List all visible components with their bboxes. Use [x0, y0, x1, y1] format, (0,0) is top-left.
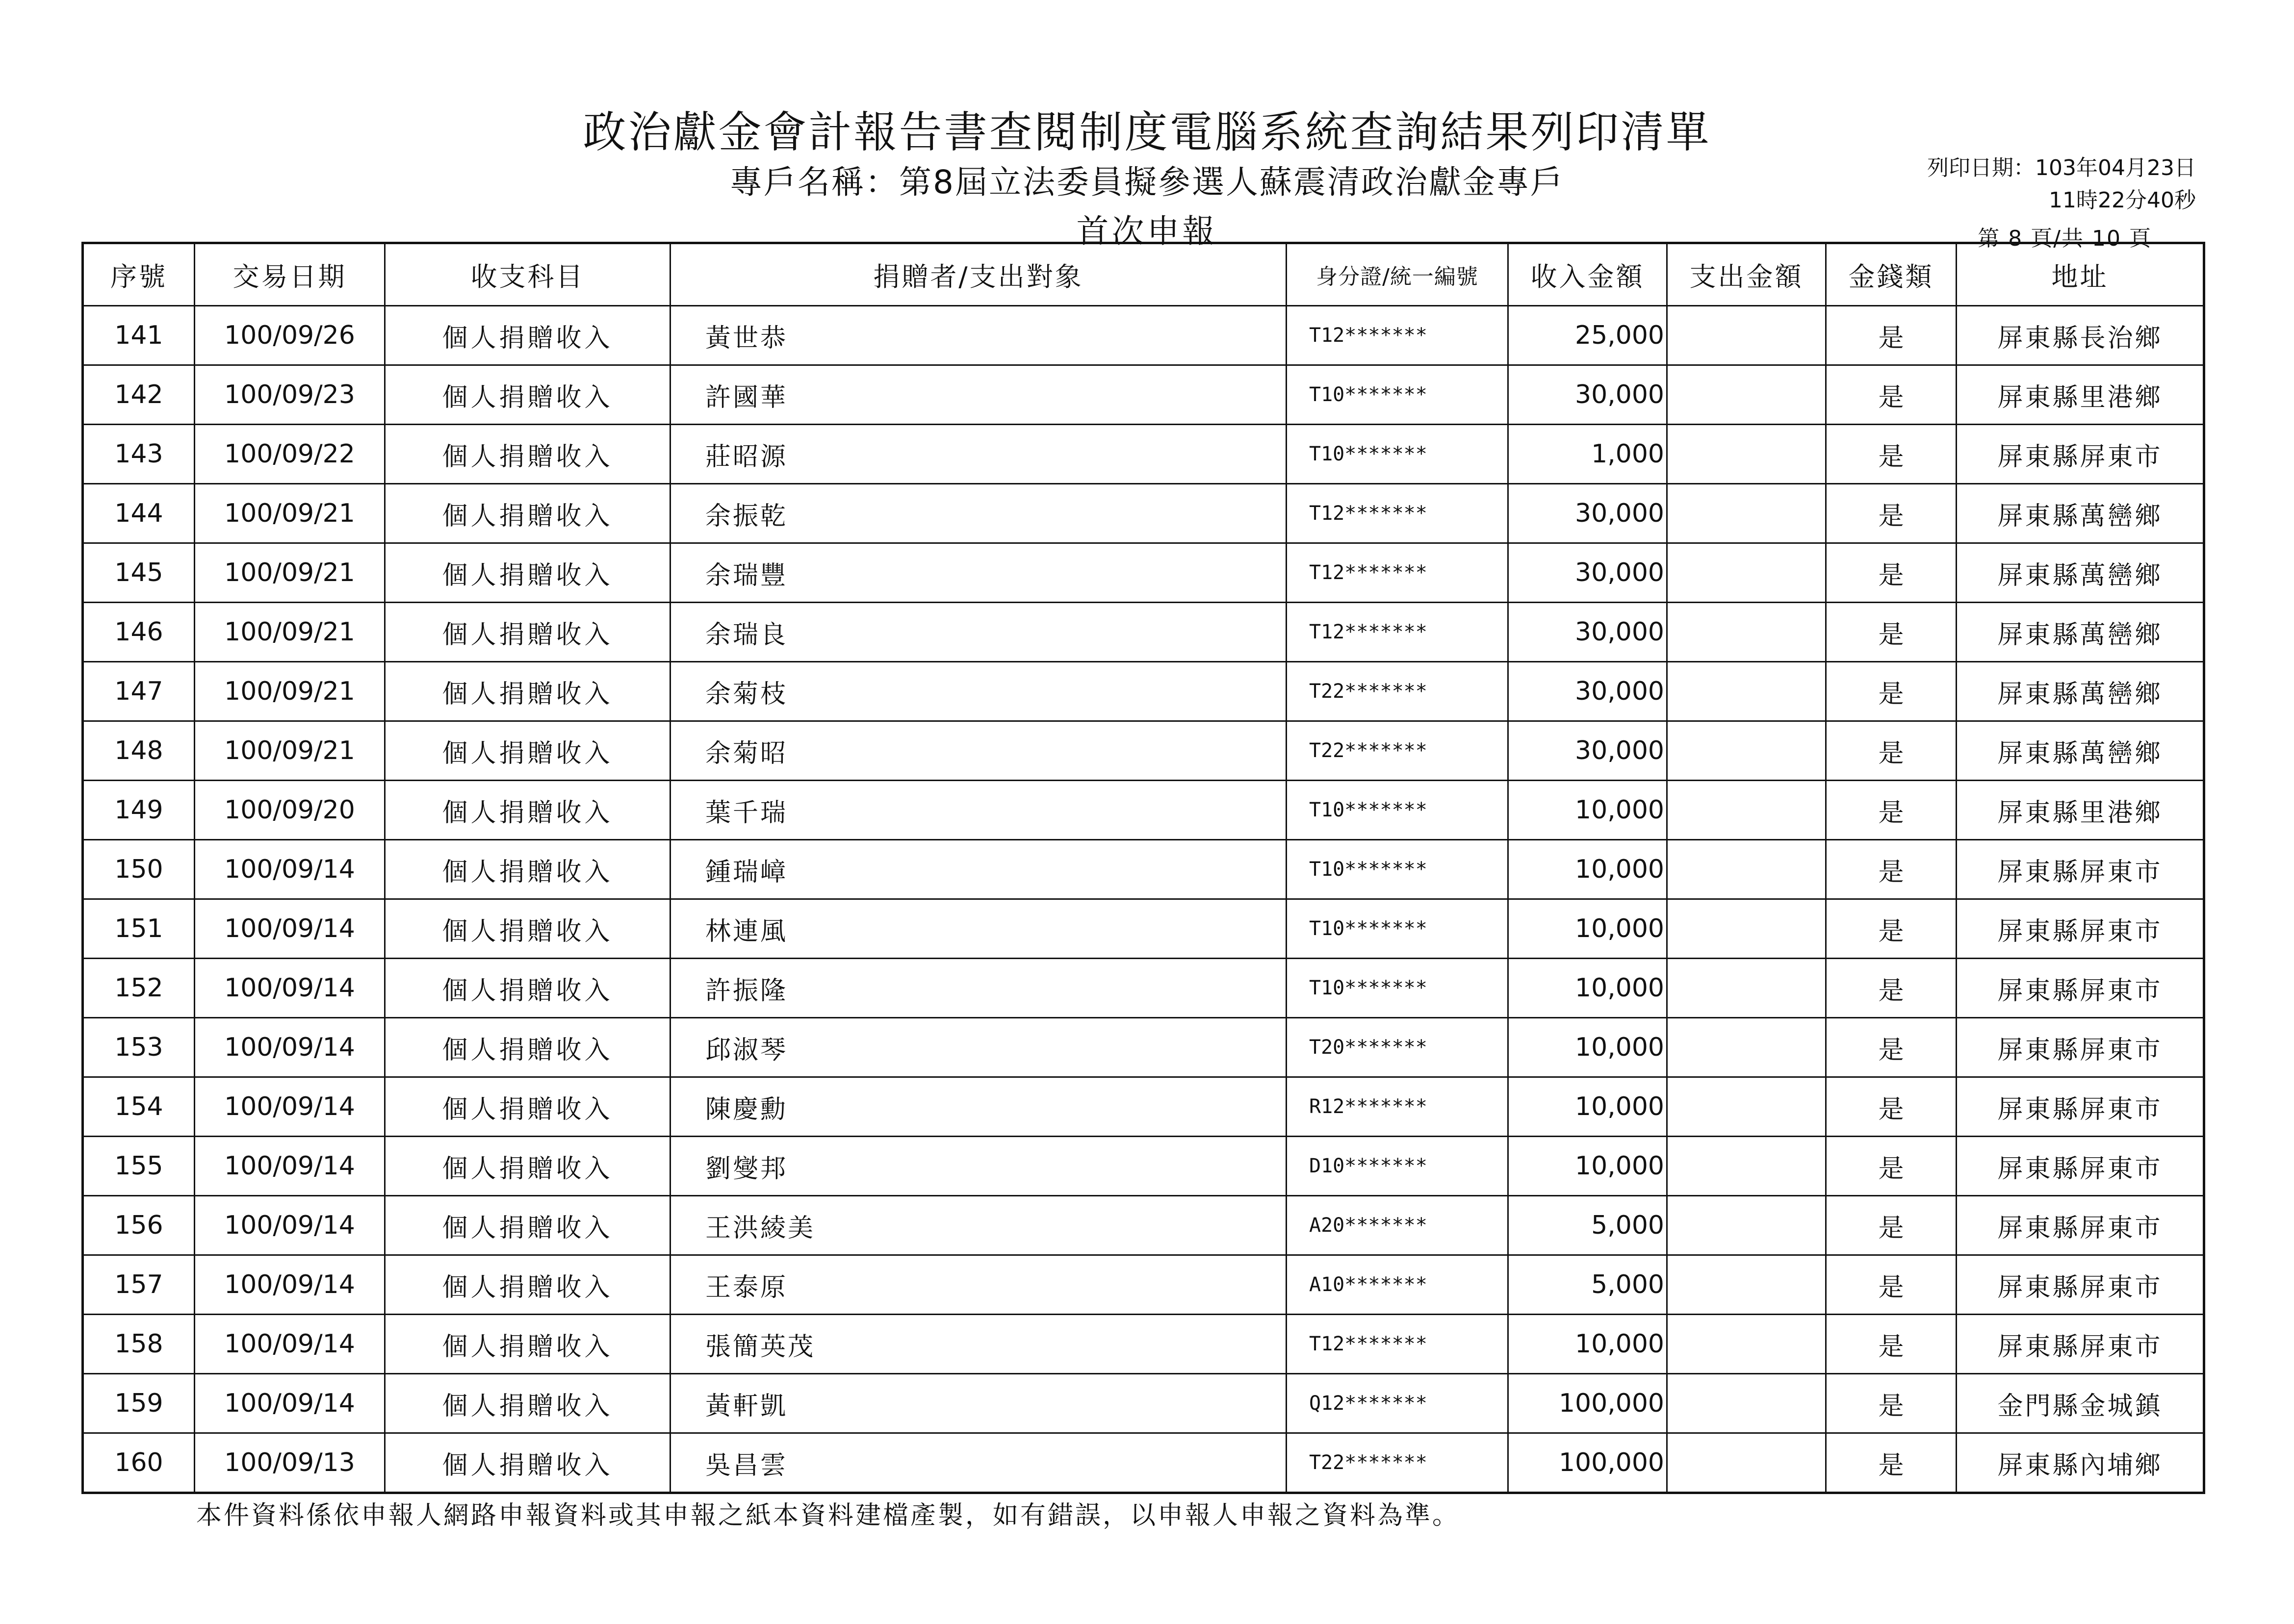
income-amount: 10,000: [1508, 959, 1667, 1018]
row-number: 143: [83, 425, 195, 484]
cash-flag: 是: [1826, 959, 1957, 1018]
donor-name: 邱淑琴: [670, 1018, 1287, 1077]
category: 個人捐贈收入: [385, 1315, 670, 1374]
address: 屏東縣屏東市: [1957, 1315, 2204, 1374]
category: 個人捐贈收入: [385, 365, 670, 425]
table-row: [83, 781, 2204, 840]
id-number: A10*******: [1287, 1255, 1508, 1315]
row-number: 145: [83, 543, 195, 603]
transaction-date: 100/09/22: [195, 425, 385, 484]
income-amount: 1,000: [1508, 425, 1667, 484]
cash-flag: 是: [1826, 899, 1957, 959]
row-number: 149: [83, 781, 195, 840]
row-number: 154: [83, 1077, 195, 1137]
row-number: 141: [83, 306, 195, 365]
donor-name: 莊昭源: [670, 425, 1287, 484]
id-number: T10*******: [1287, 365, 1508, 425]
income-amount: 10,000: [1508, 1137, 1667, 1196]
income-amount: 30,000: [1508, 721, 1667, 781]
transaction-date: 100/09/14: [195, 1018, 385, 1077]
donor-name: 許振隆: [670, 959, 1287, 1018]
row-number: 148: [83, 721, 195, 781]
donor-name: 王洪綾美: [670, 1196, 1287, 1255]
column-header: 捐贈者/支出對象: [670, 243, 1287, 306]
row-number: 158: [83, 1315, 195, 1374]
donor-name: 余菊枝: [670, 662, 1287, 721]
address: 屏東縣屏東市: [1957, 1018, 2204, 1077]
transaction-date: 100/09/14: [195, 1374, 385, 1433]
id-number: T10*******: [1287, 899, 1508, 959]
transaction-date: 100/09/14: [195, 840, 385, 899]
transaction-date: 100/09/14: [195, 1196, 385, 1255]
row-number: 150: [83, 840, 195, 899]
table-header-row: [83, 243, 2204, 306]
category: 個人捐贈收入: [385, 1433, 670, 1493]
column-header: 地址: [1957, 243, 2204, 306]
id-number: A20*******: [1287, 1196, 1508, 1255]
column-header: 收入金額: [1508, 243, 1667, 306]
expense-amount: [1667, 306, 1826, 365]
address: 屏東縣萬巒鄉: [1957, 603, 2204, 662]
expense-amount: [1667, 781, 1826, 840]
category: 個人捐贈收入: [385, 543, 670, 603]
income-amount: 100,000: [1508, 1374, 1667, 1433]
page-indicator: 第 8 頁/共 10 頁: [1978, 226, 2152, 251]
address: 屏東縣屏東市: [1957, 840, 2204, 899]
address: 屏東縣萬巒鄉: [1957, 484, 2204, 543]
transaction-date: 100/09/14: [195, 1137, 385, 1196]
table-row: [83, 721, 2204, 781]
row-number: 156: [83, 1196, 195, 1255]
table-row: [83, 603, 2204, 662]
id-number: T12*******: [1287, 484, 1508, 543]
address: 屏東縣里港鄉: [1957, 365, 2204, 425]
address: 屏東縣屏東市: [1957, 899, 2204, 959]
expense-amount: [1667, 721, 1826, 781]
transaction-date: 100/09/21: [195, 662, 385, 721]
expense-amount: [1667, 484, 1826, 543]
column-header: 支出金額: [1667, 243, 1826, 306]
donor-name: 黃世恭: [670, 306, 1287, 365]
cash-flag: 是: [1826, 840, 1957, 899]
id-number: T12*******: [1287, 1315, 1508, 1374]
category: 個人捐贈收入: [385, 1137, 670, 1196]
transaction-date: 100/09/20: [195, 781, 385, 840]
category: 個人捐贈收入: [385, 1255, 670, 1315]
expense-amount: [1667, 1315, 1826, 1374]
category: 個人捐贈收入: [385, 484, 670, 543]
transaction-date: 100/09/14: [195, 959, 385, 1018]
cash-flag: 是: [1826, 662, 1957, 721]
row-number: 157: [83, 1255, 195, 1315]
id-number: T12*******: [1287, 306, 1508, 365]
column-header: 交易日期: [195, 243, 385, 306]
donor-name: 鍾瑞嶂: [670, 840, 1287, 899]
category: 個人捐贈收入: [385, 899, 670, 959]
print-info: [1927, 152, 2196, 217]
table-row: [83, 1433, 2204, 1493]
cash-flag: 是: [1826, 603, 1957, 662]
table-body: [83, 306, 2204, 1493]
donation-table: [81, 242, 2205, 1494]
income-amount: 10,000: [1508, 781, 1667, 840]
donor-name: 余瑞良: [670, 603, 1287, 662]
cash-flag: 是: [1826, 781, 1957, 840]
income-amount: 10,000: [1508, 1077, 1667, 1137]
print-date: 列印日期：103年04月23日: [1927, 155, 2196, 180]
column-header: 收支科目: [385, 243, 670, 306]
table-row: [83, 1077, 2204, 1137]
table-row: [83, 959, 2204, 1018]
row-number: 155: [83, 1137, 195, 1196]
row-number: 144: [83, 484, 195, 543]
category: 個人捐贈收入: [385, 781, 670, 840]
category: 個人捐贈收入: [385, 721, 670, 781]
income-amount: 30,000: [1508, 662, 1667, 721]
address: 屏東縣萬巒鄉: [1957, 721, 2204, 781]
donor-name: 吳昌雲: [670, 1433, 1287, 1493]
expense-amount: [1667, 662, 1826, 721]
donor-name: 余瑞豐: [670, 543, 1287, 603]
table-row: [83, 1374, 2204, 1433]
row-number: 151: [83, 899, 195, 959]
transaction-date: 100/09/23: [195, 365, 385, 425]
cash-flag: 是: [1826, 721, 1957, 781]
income-amount: 10,000: [1508, 840, 1667, 899]
cash-flag: 是: [1826, 1315, 1957, 1374]
cash-flag: 是: [1826, 1433, 1957, 1493]
cash-flag: 是: [1826, 306, 1957, 365]
cash-flag: 是: [1826, 1018, 1957, 1077]
table-row: [83, 662, 2204, 721]
address: 屏東縣屏東市: [1957, 1255, 2204, 1315]
category: 個人捐贈收入: [385, 306, 670, 365]
column-header: 身分證/統一編號: [1287, 243, 1508, 306]
cash-flag: 是: [1826, 1137, 1957, 1196]
row-number: 142: [83, 365, 195, 425]
table-row: [83, 1315, 2204, 1374]
id-number: D10*******: [1287, 1137, 1508, 1196]
category: 個人捐贈收入: [385, 840, 670, 899]
cash-flag: 是: [1826, 1255, 1957, 1315]
donation-table-container: [81, 242, 2203, 1494]
expense-amount: [1667, 899, 1826, 959]
row-number: 152: [83, 959, 195, 1018]
id-number: T22*******: [1287, 662, 1508, 721]
category: 個人捐贈收入: [385, 425, 670, 484]
id-number: T12*******: [1287, 603, 1508, 662]
row-number: 159: [83, 1374, 195, 1433]
id-number: T10*******: [1287, 840, 1508, 899]
table-row: [83, 1137, 2204, 1196]
document-title: 政治獻金會計報告書查閱制度電腦系統查詢結果列印清單: [583, 107, 1711, 157]
expense-amount: [1667, 603, 1826, 662]
donor-name: 張簡英茂: [670, 1315, 1287, 1374]
table-row: [83, 1196, 2204, 1255]
transaction-date: 100/09/14: [195, 1255, 385, 1315]
footer-note: 本件資料係依申報人網路申報資料或其申報之紙本資料建檔產製，如有錯誤，以申報人申報之資料為準。: [196, 1501, 1460, 1530]
cash-flag: 是: [1826, 1196, 1957, 1255]
expense-amount: [1667, 365, 1826, 425]
table-row: [83, 365, 2204, 425]
id-number: T20*******: [1287, 1018, 1508, 1077]
address: 屏東縣屏東市: [1957, 425, 2204, 484]
income-amount: 30,000: [1508, 365, 1667, 425]
address: 屏東縣內埔鄉: [1957, 1433, 2204, 1493]
table-row: [83, 840, 2204, 899]
address: 屏東縣萬巒鄉: [1957, 543, 2204, 603]
address: 屏東縣屏東市: [1957, 959, 2204, 1018]
table-row: [83, 484, 2204, 543]
category: 個人捐贈收入: [385, 603, 670, 662]
income-amount: 5,000: [1508, 1255, 1667, 1315]
cash-flag: 是: [1826, 484, 1957, 543]
income-amount: 30,000: [1508, 543, 1667, 603]
id-number: T22*******: [1287, 1433, 1508, 1493]
table-row: [83, 425, 2204, 484]
expense-amount: [1667, 1196, 1826, 1255]
transaction-date: 100/09/26: [195, 306, 385, 365]
donor-name: 黃軒凱: [670, 1374, 1287, 1433]
table-row: [83, 306, 2204, 365]
expense-amount: [1667, 1077, 1826, 1137]
id-number: T10*******: [1287, 959, 1508, 1018]
expense-amount: [1667, 959, 1826, 1018]
column-header: 金錢類: [1826, 243, 1957, 306]
donor-name: 王泰原: [670, 1255, 1287, 1315]
expense-amount: [1667, 1018, 1826, 1077]
print-time: 11時22分40秒: [2049, 188, 2196, 213]
row-number: 146: [83, 603, 195, 662]
expense-amount: [1667, 425, 1826, 484]
category: 個人捐贈收入: [385, 1374, 670, 1433]
income-amount: 25,000: [1508, 306, 1667, 365]
cash-flag: 是: [1826, 1374, 1957, 1433]
id-number: T10*******: [1287, 781, 1508, 840]
address: 金門縣金城鎮: [1957, 1374, 2204, 1433]
income-amount: 10,000: [1508, 1315, 1667, 1374]
donor-name: 林連風: [670, 899, 1287, 959]
table-row: [83, 1018, 2204, 1077]
account-name: 專戶名稱：第8屆立法委員擬參選人蘇震清政治獻金專戶: [730, 163, 1564, 201]
expense-amount: [1667, 1433, 1826, 1493]
transaction-date: 100/09/14: [195, 899, 385, 959]
category: 個人捐贈收入: [385, 959, 670, 1018]
cash-flag: 是: [1826, 543, 1957, 603]
transaction-date: 100/09/21: [195, 543, 385, 603]
income-amount: 30,000: [1508, 603, 1667, 662]
id-number: T10*******: [1287, 425, 1508, 484]
address: 屏東縣屏東市: [1957, 1137, 2204, 1196]
address: 屏東縣長治鄉: [1957, 306, 2204, 365]
transaction-date: 100/09/14: [195, 1315, 385, 1374]
transaction-date: 100/09/21: [195, 603, 385, 662]
category: 個人捐贈收入: [385, 1196, 670, 1255]
table-row: [83, 543, 2204, 603]
category: 個人捐贈收入: [385, 662, 670, 721]
expense-amount: [1667, 1255, 1826, 1315]
transaction-date: 100/09/14: [195, 1077, 385, 1137]
donor-name: 許國華: [670, 365, 1287, 425]
transaction-date: 100/09/13: [195, 1433, 385, 1493]
income-amount: 100,000: [1508, 1433, 1667, 1493]
id-number: T22*******: [1287, 721, 1508, 781]
income-amount: 10,000: [1508, 1018, 1667, 1077]
id-number: Q12*******: [1287, 1374, 1508, 1433]
cash-flag: 是: [1826, 365, 1957, 425]
transaction-date: 100/09/21: [195, 721, 385, 781]
table-row: [83, 1255, 2204, 1315]
transaction-date: 100/09/21: [195, 484, 385, 543]
donor-name: 余振乾: [670, 484, 1287, 543]
expense-amount: [1667, 543, 1826, 603]
table-row: [83, 899, 2204, 959]
income-amount: 10,000: [1508, 899, 1667, 959]
address: 屏東縣屏東市: [1957, 1196, 2204, 1255]
row-number: 153: [83, 1018, 195, 1077]
donor-name: 葉千瑞: [670, 781, 1287, 840]
expense-amount: [1667, 1374, 1826, 1433]
cash-flag: 是: [1826, 425, 1957, 484]
id-number: R12*******: [1287, 1077, 1508, 1137]
category: 個人捐贈收入: [385, 1077, 670, 1137]
id-number: T12*******: [1287, 543, 1508, 603]
income-amount: 5,000: [1508, 1196, 1667, 1255]
cash-flag: 是: [1826, 1077, 1957, 1137]
report-type: 首次申報: [1076, 212, 1218, 250]
address: 屏東縣屏東市: [1957, 1077, 2204, 1137]
income-amount: 30,000: [1508, 484, 1667, 543]
row-number: 160: [83, 1433, 195, 1493]
donor-name: 劉燮邦: [670, 1137, 1287, 1196]
category: 個人捐贈收入: [385, 1018, 670, 1077]
row-number: 147: [83, 662, 195, 721]
expense-amount: [1667, 1137, 1826, 1196]
donor-name: 余菊昭: [670, 721, 1287, 781]
column-header: 序號: [83, 243, 195, 306]
address: 屏東縣里港鄉: [1957, 781, 2204, 840]
donor-name: 陳慶勳: [670, 1077, 1287, 1137]
address: 屏東縣萬巒鄉: [1957, 662, 2204, 721]
expense-amount: [1667, 840, 1826, 899]
